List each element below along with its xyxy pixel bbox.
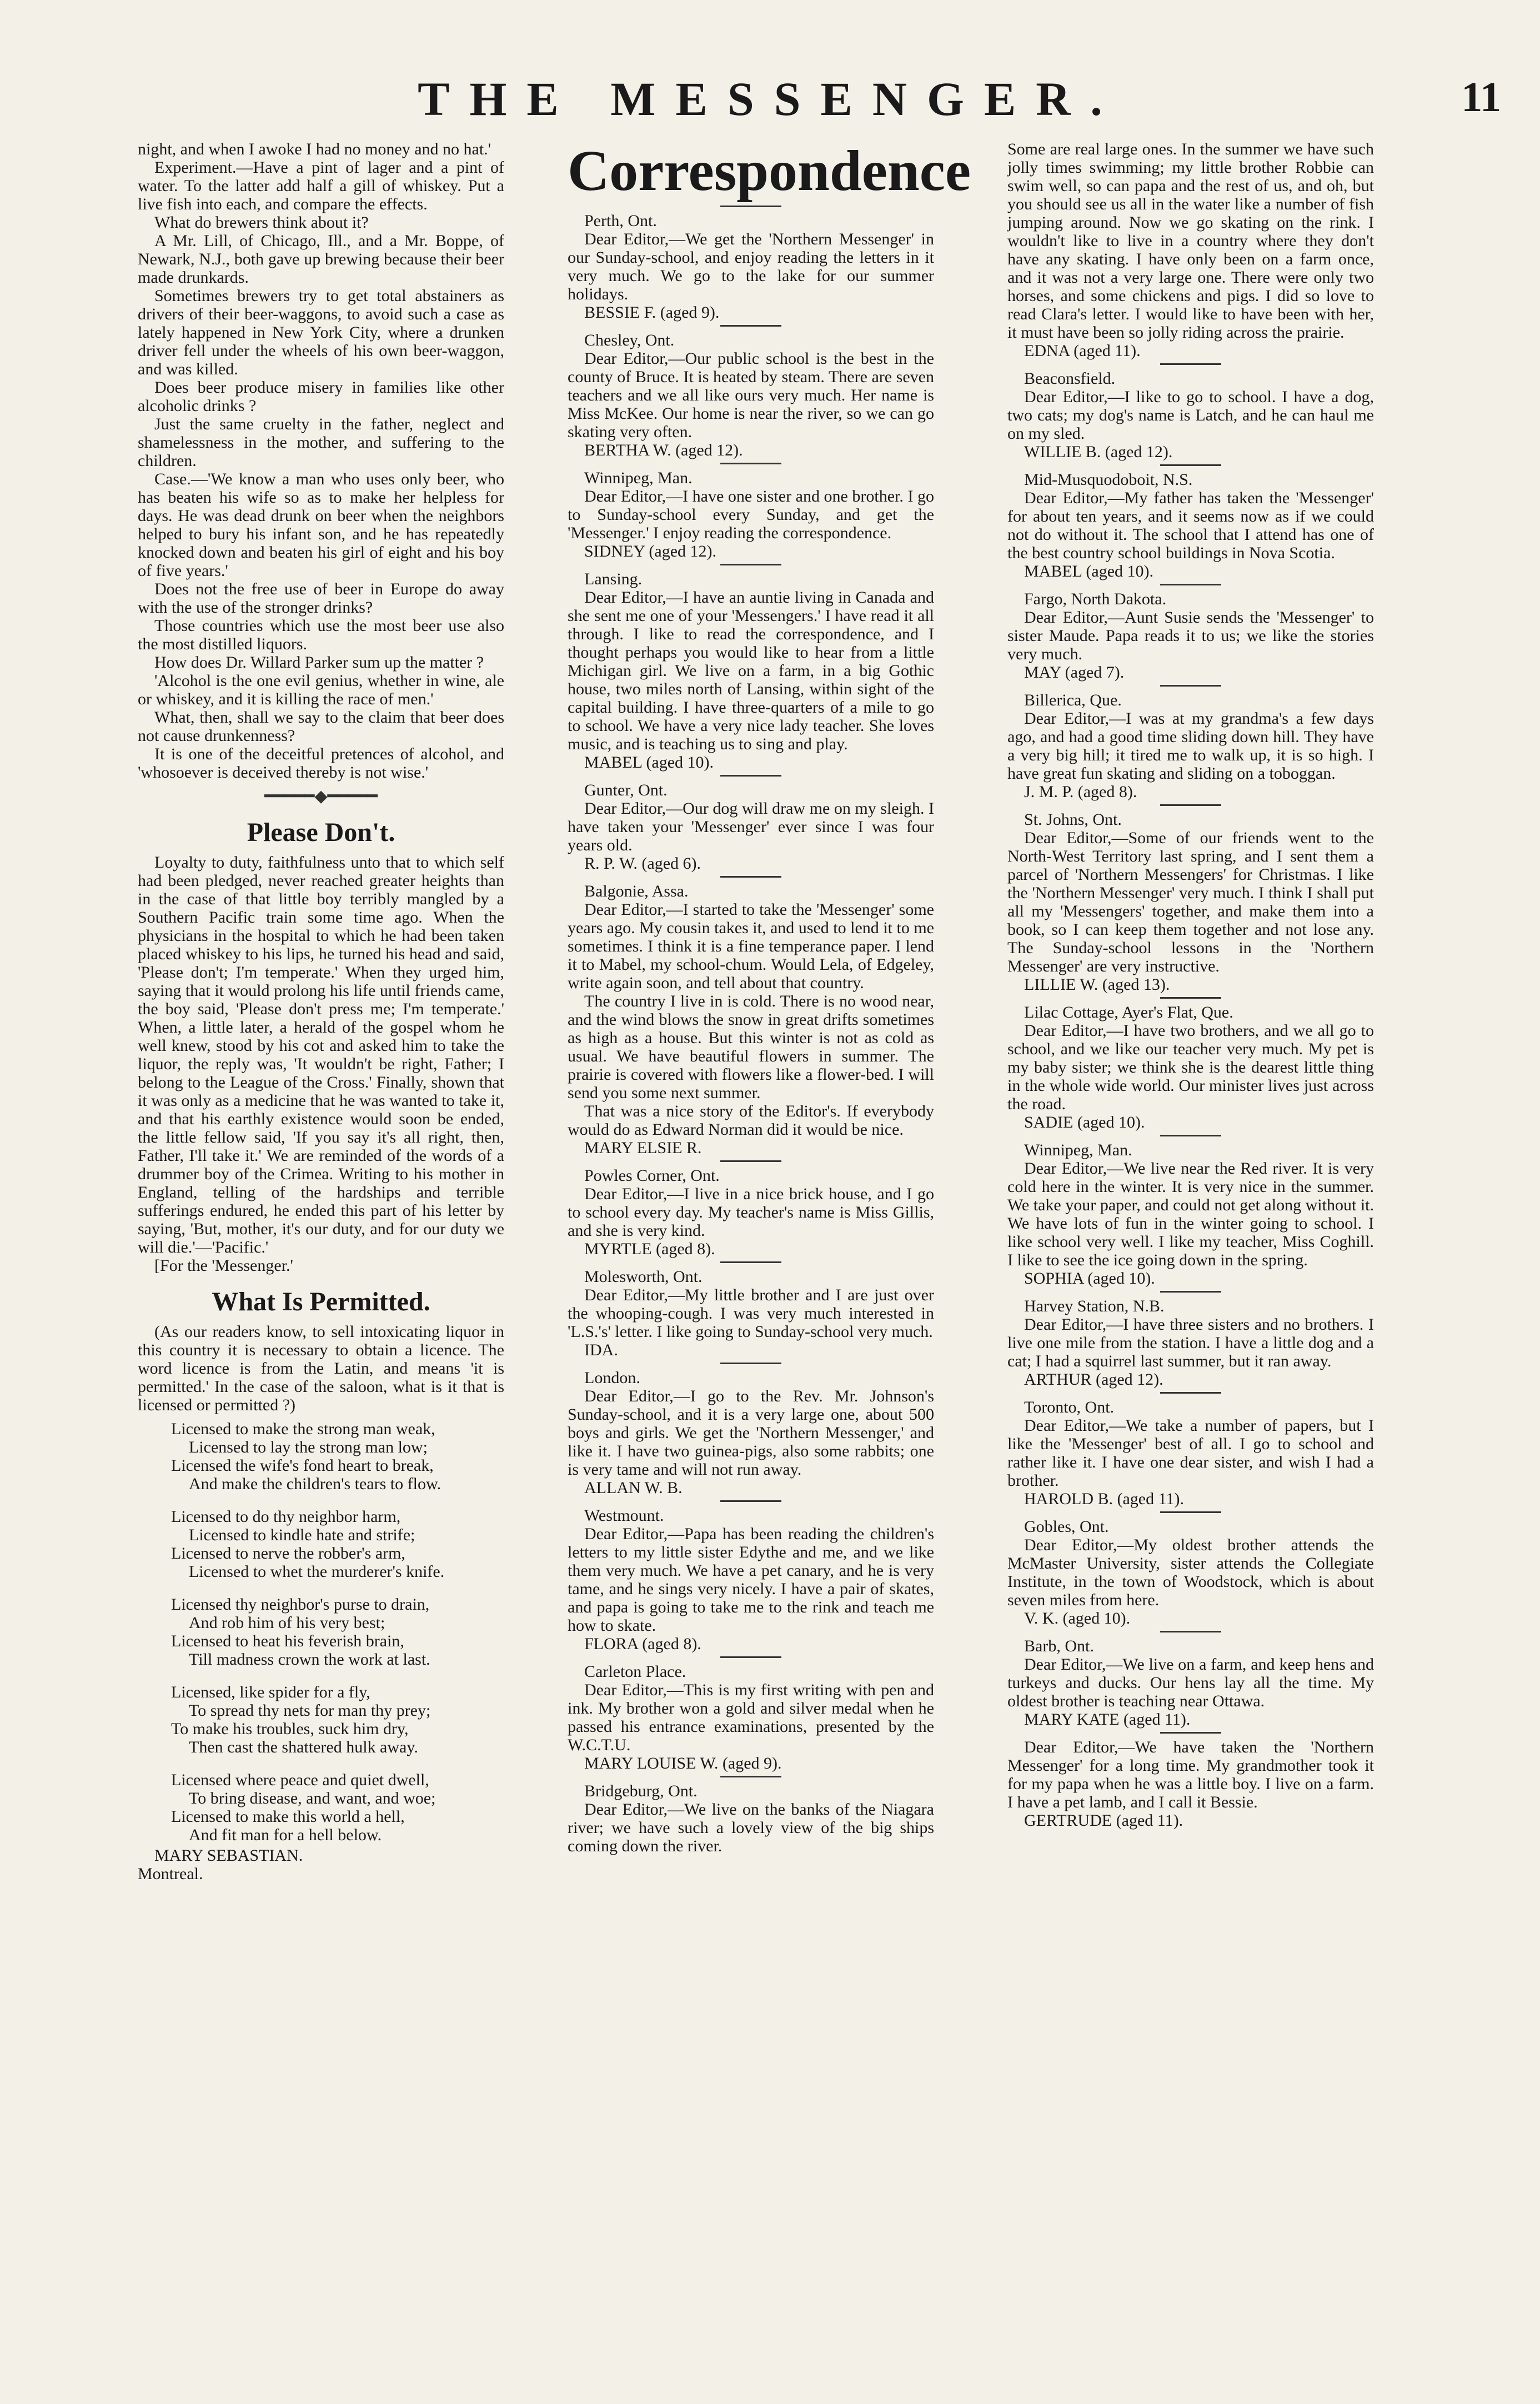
poem-stanza: [138, 1683, 504, 1756]
poem-line: And fit man for a hell below.: [189, 1826, 382, 1844]
poem-line: Licensed to heat his feverish brain,: [171, 1632, 404, 1650]
divider: [720, 206, 781, 207]
poem-line: And make the children's tears to flow.: [189, 1475, 442, 1493]
letter-body: The country I live in is cold. There is no wood near, and the wind blows the snow in great drifts sometimes as high as a house. But this winter is not as cold as usual. We have beautiful flowers in summer. The prairie is covered with flowers like a flower-bed. I will send you some next summer.: [568, 992, 934, 1102]
letter-place: Winnipeg, Man.: [1024, 1141, 1132, 1159]
letter: [568, 1506, 934, 1653]
letter-body: Dear Editor,—I have two brothers, and we all go to school, and we like our teacher very much. My pet is my baby sister; we think she is the dearest little thing in the whole wide world. Our minister lives just across the road.: [1007, 1021, 1374, 1113]
letter-signature: ALLAN W. B.: [584, 1479, 683, 1497]
letter-body: Dear Editor,—I have three sisters and no brothers. I live one mile from the station. I have a little dog and a cat; I had a squirrel last summer, but it ran away.: [1007, 1315, 1374, 1370]
divider: [1160, 685, 1221, 687]
paragraph: Sometimes brewers try to get total abstainers as drivers of their beer-waggons, to avoid such a case as lately happened in New York City, where a drunken driver fell under the wheels of his own beer-waggon, and was killed.: [138, 287, 504, 378]
divider: [1160, 1511, 1221, 1513]
letter: [1007, 1003, 1374, 1131]
poem-line: To spread thy nets for man thy prey;: [189, 1701, 431, 1720]
letter: [568, 781, 934, 873]
article-title-what-is-permitted: What Is Permitted.: [212, 1287, 430, 1316]
letter-signature: BERTHA W. (aged 12).: [584, 441, 743, 459]
letter-signature: WILLIE B. (aged 12).: [1024, 443, 1173, 461]
poem-place: Montreal.: [138, 1865, 203, 1883]
article-intro: (As our readers know, to sell intoxicating liquor in this country it is necessary to obtain a licence. The word licence is from the Latin, and means 'it is permitted.' In the case of the saloon, what is it that is licensed or permitted ?): [138, 1323, 504, 1414]
divider: [720, 1363, 781, 1364]
letter-signature: V. K. (aged 10).: [1024, 1609, 1131, 1627]
letter-body: Dear Editor,—My little brother and I are just over the whooping-cough. I was very much interested in 'L.S.'s' letter. I like going to Sunday-school very much.: [568, 1286, 934, 1341]
poem-line: Licensed to nerve the robber's arm,: [171, 1544, 405, 1562]
column-middle: [568, 139, 971, 1855]
letter-signature: BESSIE F. (aged 9).: [584, 303, 720, 322]
letter: [568, 469, 934, 560]
letter-signature: MARY LOUISE W. (aged 9).: [584, 1754, 782, 1772]
letter: [568, 1369, 934, 1497]
divider: [1160, 584, 1221, 585]
poem-author: MARY SEBASTIAN.: [154, 1846, 303, 1865]
letter-body: Dear Editor,—This is my first writing with pen and ink. My brother won a gold and silver medal when he passed his entrance examinations, presented by the W.C.T.U.: [568, 1681, 934, 1754]
letter-place: Carleton Place.: [584, 1662, 686, 1681]
letter-signature: MYRTLE (aged 8).: [584, 1240, 715, 1258]
letter-place: Powles Corner, Ont.: [584, 1166, 720, 1185]
letter-body: Dear Editor,—I was at my grandma's a few days ago, and had a good time sliding down hill. They have a very big hill; it tired me to walk up, it is so high. I have great fun skating and sliding on a toboggan.: [1007, 709, 1374, 783]
letter-place: Mid-Musquodoboit, N.S.: [1024, 470, 1193, 489]
letter-body: Dear Editor,—Papa has been reading the children's letters to my little sister Edythe and me, and we like them very much. We have a pet canary, and he is very tame, and he sings very nicely. I have a pair of skates, and papa is going to take me to the rink and teach me how to skate.: [568, 1525, 934, 1635]
poem-line: To make his troubles, suck him dry,: [171, 1720, 409, 1738]
poem-line: Licensed where peace and quiet dwell,: [171, 1771, 429, 1789]
divider: [1160, 1291, 1221, 1293]
letter-body: Dear Editor,—My oldest brother attends the McMaster University, sister attends the Collegiate Institute, in the town of Woodstock, which is about seven miles from here.: [1007, 1536, 1374, 1609]
section-title-correspondence: Correspondence: [568, 139, 971, 203]
letter: [1007, 1141, 1374, 1288]
letter-signature: ARTHUR (aged 12).: [1024, 1370, 1163, 1389]
letter-place: Gobles, Ont.: [1024, 1517, 1109, 1536]
paragraph: Does not the free use of beer in Europe do away with the use of the stronger drinks?: [138, 580, 504, 617]
divider: [1160, 363, 1221, 365]
divider: [720, 1261, 781, 1263]
letter-body: Dear Editor,—We live on a farm, and keep hens and turkeys and ducks. Our hens lay all the time. My oldest brother is teaching near Ottawa.: [1007, 1655, 1374, 1710]
letter: [568, 1268, 934, 1359]
letter-place: Balgonie, Assa.: [584, 882, 689, 900]
poem-line: Licensed to kindle hate and strife;: [189, 1526, 415, 1544]
letter-signature: MABEL (aged 10).: [584, 753, 714, 772]
paragraph: How does Dr. Willard Parker sum up the matter ?: [154, 653, 484, 672]
letter-signature: MAY (aged 7).: [1024, 663, 1125, 682]
letter: [568, 331, 934, 459]
letter-body: Dear Editor,—I have one sister and one brother. I go to Sunday-school every Sunday, and get the 'Messenger.' I enjoy reading the correspondence.: [568, 487, 934, 542]
poem-line: And rob him of his very best;: [189, 1614, 385, 1632]
letter-place: Perth, Ont.: [584, 212, 657, 230]
divider: [720, 775, 781, 777]
column-left: [138, 140, 504, 1883]
divider: [720, 463, 781, 464]
divider: [720, 564, 781, 565]
paragraph: 'Alcohol is the one evil genius, whether in wine, ale or whiskey, and it is killing the race of men.': [138, 672, 504, 708]
letter-signature: MARY ELSIE R.: [584, 1139, 702, 1157]
letter-body: That was a nice story of the Editor's. If everybody would do as Edward Norman did it would be nice.: [568, 1102, 934, 1139]
letter-body: Dear Editor,—We live near the Red river. It is very cold here in the winter. It is very nice in the summer. We take your paper, and could not get along without it. We have lots of fun in the winter going to school. I like school very well. I like my teacher, Miss Coghill. I like to see the ice going down in the spring.: [1007, 1159, 1374, 1269]
divider: [1160, 1732, 1221, 1734]
letter: [1007, 470, 1374, 580]
letter: [568, 1662, 934, 1772]
letter-signature: MABEL (aged 10).: [1024, 562, 1153, 580]
letter-body: Dear Editor,—We get the 'Northern Messenger' in our Sunday-school, and enjoy reading the letters in it very much. We go to the lake for our summer holidays.: [568, 230, 934, 303]
poem-stanza: [138, 1595, 504, 1669]
divider: [1160, 1631, 1221, 1632]
letter: [1007, 590, 1374, 682]
letter-body: Dear Editor,—We live on the banks of the Niagara river; we have such a lovely view of the big ships coming down the river.: [568, 1800, 934, 1855]
letter-body: Dear Editor,—We have taken the 'Northern Messenger' for a long time. My grandmother took it for my papa when he was a little boy. I live on a farm. I have a pet lamb, and I call it Bessie.: [1007, 1738, 1374, 1811]
letter-signature: GERTRUDE (aged 11).: [1024, 1811, 1183, 1830]
divider: [1160, 464, 1221, 466]
letter: [1007, 369, 1374, 461]
letter: [1007, 1517, 1374, 1627]
poem-line: To bring disease, and want, and woe;: [189, 1789, 436, 1807]
divider: [720, 325, 781, 327]
section-divider: ━━━━━◆━━━━━: [264, 787, 378, 805]
letter-signature: SOPHIA (aged 10).: [1024, 1269, 1155, 1288]
letter: [1007, 1297, 1374, 1389]
poem-line: Licensed to make this world a hell,: [171, 1807, 405, 1826]
letter: [1007, 1738, 1374, 1830]
letter-place: Harvey Station, N.B.: [1024, 1297, 1165, 1315]
letter: [1007, 810, 1374, 994]
letter-place: Fargo, North Dakota.: [1024, 590, 1167, 608]
letter-place: Gunter, Ont.: [584, 781, 668, 799]
letter-place: Billerica, Que.: [1024, 691, 1122, 709]
divider: [720, 1160, 781, 1162]
poem-line: Licensed to do thy neighbor harm,: [171, 1507, 401, 1526]
letter-place: Winnipeg, Man.: [584, 469, 693, 487]
poem-line: Then cast the shattered hulk away.: [189, 1738, 418, 1756]
masthead-title: THE MESSENGER.: [418, 72, 1122, 126]
divider: [1160, 804, 1221, 806]
letter-body: Dear Editor,—I live in a nice brick house, and I go to school every day. My teacher's name is Miss Gillis, and she is very kind.: [568, 1185, 934, 1240]
letter: [1007, 691, 1374, 801]
letter: [568, 1782, 934, 1855]
letter-place: Bridgeburg, Ont.: [584, 1782, 698, 1800]
poem-line: Licensed thy neighbor's purse to drain,: [171, 1595, 430, 1614]
letter-body: Dear Editor,—My father has taken the 'Messenger' for about ten years, and it seems now as if we could not do without it. The school that I attend has one of the best country school buildings in Nova Scotia.: [1007, 489, 1374, 562]
letter-place: Westmount.: [584, 1506, 664, 1525]
letter-signature: LILLIE W. (aged 13).: [1024, 975, 1170, 994]
poem-line: Licensed, like spider for a fly,: [171, 1683, 370, 1701]
letter: [568, 1166, 934, 1258]
paragraph: It is one of the deceitful pretences of alcohol, and 'whosoever is deceived thereby is not wise.': [138, 745, 504, 782]
paragraph: Those countries which use the most beer use also the most distilled liquors.: [138, 617, 504, 653]
page-header: [0, 71, 1540, 138]
letter-signature: FLORA (aged 8).: [584, 1635, 701, 1653]
letter-signature: J. M. P. (aged 8).: [1024, 783, 1137, 801]
letter-body: Dear Editor,—Aunt Susie sends the 'Messenger' to sister Maude. Papa reads it to us; we like the stories very much.: [1007, 608, 1374, 663]
divider: [1160, 1135, 1221, 1136]
letter-body: Dear Editor,—I like to go to school. I have a dog, two cats; my dog's name is Latch, and he can haul me on my sled.: [1007, 388, 1374, 443]
divider: [1160, 997, 1221, 999]
divider: [720, 1776, 781, 1777]
paragraph: What, then, shall we say to the claim that beer does not cause drunkenness?: [138, 708, 504, 745]
letter: [568, 882, 934, 1157]
paragraph: Case.—'We know a man who uses only beer, who has beaten his wife so as to make her helpless for days. He was dead drunk on beer when the neighbors helped to bury his infant son, and he has repeatedly knocked down and beaten his girl of eight and his boy of five years.': [138, 470, 504, 580]
letter-place: Molesworth, Ont.: [584, 1268, 703, 1286]
paragraph: A Mr. Lill, of Chicago, Ill., and a Mr. Boppe, of Newark, N.J., both gave up brewing because their beer made drunkards.: [138, 232, 504, 287]
divider: [1160, 1392, 1221, 1394]
poem-line: Licensed to whet the murderer's knife.: [189, 1562, 445, 1581]
divider: [720, 1656, 781, 1658]
poem-line: Till madness crown the work at last.: [189, 1650, 430, 1669]
letter-body: Dear Editor,—I go to the Rev. Mr. Johnson's Sunday-school, and it is a very large one, about 500 boys and girls. We get the 'Northern Messenger,' and like it. I have two guinea-pigs, also some rabbits; one is very tame and will not run away.: [568, 1387, 934, 1479]
letter-body: Dear Editor,—Our dog will draw me on my sleigh. I have taken your 'Messenger' ever since I was four years old.: [568, 799, 934, 854]
divider: [720, 876, 781, 878]
letter-place: Barb, Ont.: [1024, 1637, 1094, 1655]
divider: [720, 1500, 781, 1502]
letter-signature: EDNA (aged 11).: [1024, 342, 1141, 360]
letter-signature: R. P. W. (aged 6).: [584, 854, 701, 873]
letter-signature: SIDNEY (aged 12).: [584, 542, 716, 560]
letter-body: Dear Editor,—Our public school is the best in the county of Bruce. It is heated by steam. There are seven teachers and we all like ours very much. Her name is Miss McKee. Our home is near the river, so we can go skating very often.: [568, 349, 934, 441]
letter-place: Lilac Cottage, Ayer's Flat, Que.: [1024, 1003, 1233, 1021]
letter-place: Lansing.: [584, 570, 643, 588]
letter: [1007, 1637, 1374, 1729]
paragraph: Does beer produce misery in families like other alcoholic drinks ?: [138, 378, 504, 415]
paragraph: night, and when I awoke I had no money and no hat.': [138, 140, 491, 158]
letter-place: Chesley, Ont.: [584, 331, 675, 349]
column-right: [1007, 140, 1374, 1830]
letter-signature: SADIE (aged 10).: [1024, 1113, 1145, 1131]
letter-body: Dear Editor,—We take a number of papers, but I like the 'Messenger' best of all. I go to school and rather like it. I have one dear sister, and wish I had a brother.: [1007, 1416, 1374, 1490]
letter-place: St. Johns, Ont.: [1024, 810, 1122, 829]
poem-stanza: [138, 1507, 504, 1581]
poem-stanza: [138, 1420, 504, 1493]
letter-signature: HAROLD B. (aged 11).: [1024, 1490, 1185, 1508]
poem-line: Licensed the wife's fond heart to break,: [171, 1456, 434, 1475]
letter-body: Dear Editor,—Some of our friends went to the North-West Territory last spring, and I sent them a parcel of 'Northern Messengers' for Christmas. I like the 'Northern Messenger' very much. I think I shall put all my 'Messengers' together, and make them into a book, so I can keep them together and not lose any. The Sunday-school lessons in the 'Northern Messenger' are very instructive.: [1007, 829, 1374, 975]
poem-stanza: [138, 1771, 504, 1844]
poem: [138, 1420, 504, 1844]
letter-body: Dear Editor,—I started to take the 'Messenger' some years ago. My cousin takes it, and used to lend it to me sometimes. I think it is a fine temperance paper. I lend it to Mabel, my school-chum. Would Lela, of Edgeley, write again soon, and tell about that country.: [568, 900, 934, 992]
page-number: 11: [1461, 74, 1501, 121]
letter-place: London.: [584, 1369, 640, 1387]
letter: [568, 570, 934, 772]
letter-signature: MARY KATE (aged 11).: [1024, 1710, 1191, 1729]
letter: [568, 212, 934, 322]
attribution-note: [For the 'Messenger.': [154, 1256, 293, 1275]
paragraph: Experiment.—Have a pint of lager and a pint of water. To the latter add half a gill of whiskey. Put a live fish into each, and compare the effects.: [138, 158, 504, 213]
letter: [1007, 1398, 1374, 1508]
paragraph: What do brewers think about it?: [154, 213, 369, 232]
letter-place: Beaconsfield.: [1024, 369, 1116, 388]
letter-body: Some are real large ones. In the summer we have such jolly times swimming; my little brother Robbie can swim well, so can papa and the rest of us, and oh, but you should see us all in the water like a number of fish jumping around. Now we go skating on the rink. I wouldn't like to live in a country where they don't have any skating. I have only been on a farm once, and it was not a very large one. There were only two horses, and some chickens and pigs. I did so love to read Clara's letter. I would like to have been with her, it must have been so jolly riding across the prairie.: [1007, 140, 1374, 342]
paragraph: Just the same cruelty in the father, neglect and shamelessness in the mother, and suffering to the children.: [138, 415, 504, 470]
letter-signature: IDA.: [584, 1341, 618, 1359]
article-body: Loyalty to duty, faithfulness unto that to which self had been pledged, never reached greater heights than in the case of that little boy terribly mangled by a Southern Pacific train some time ago. When the physicians in the hospital to which he had been taken placed whiskey to his lips, he turned his head and said, 'Please don't; I'm temperate.' When they urged him, saying that it would prolong his life until friends came, the boy said, 'Please don't press me; I'm temperate.' When, a little later, a herald of the gospel whom he well knew, stood by his cot and asked him to take the liquor, the reply was, 'It wouldn't be right, Father; I belong to the League of the Cross.' Finally, shown that it was only as a medicine that he was wanted to take it, and that his earthly existence would soon be ended, the little fellow said, 'If you say it's all right, then, Father, I'll take it.' We are reminded of the words of a drummer boy of the Crimea. Writing to his mother in England, telling of the hardships and terrible sufferings endured, he ended this part of his letter by saying, 'But, mother, it's our duty, and for our duty we will die.'—'Pacific.': [138, 853, 504, 1256]
poem-line: Licensed to lay the strong man low;: [189, 1438, 428, 1456]
article-title-please-dont: Please Don't.: [247, 818, 395, 847]
poem-line: Licensed to make the strong man weak,: [171, 1420, 435, 1438]
letter-place: Toronto, Ont.: [1024, 1398, 1115, 1416]
letter-body: Dear Editor,—I have an auntie living in Canada and she sent me one of your 'Messengers.' I have read it all through. I like to read the correspondence, and I thought perhaps you would like to hear from a little Michigan girl. We live on a farm, in a big Gothic house, two miles north of Lansing, within sight of the capital building. I have three-quarters of a mile to go to school. We have a very nice lady teacher. She loves music, and is teaching us to sing and play.: [568, 588, 934, 753]
